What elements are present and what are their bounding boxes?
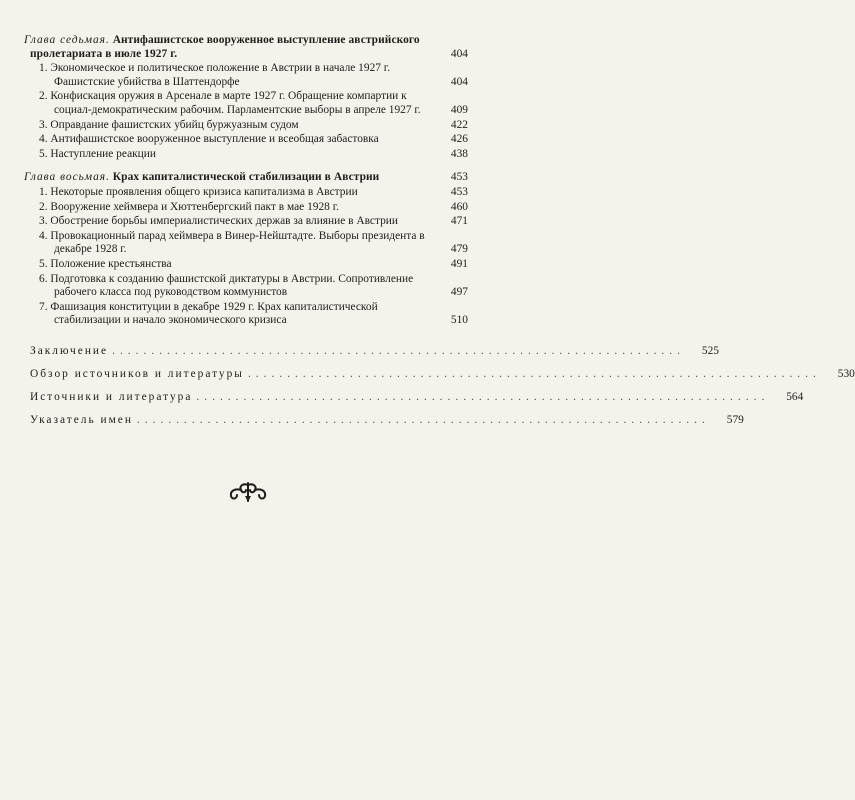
dot-leader: .........................................................................	[196, 390, 770, 403]
backmatter-label: Обзор источников и литературы	[30, 367, 244, 380]
chapter-heading	[24, 171, 468, 185]
backmatter	[24, 344, 855, 428]
page-number: 525	[701, 344, 719, 357]
backmatter-entry	[24, 390, 804, 405]
section-entry	[24, 148, 468, 162]
section-title: 6. Подготовка к созданию фашистской диктатуры в Австрии. Сопротивление рабочего класса под руководством коммунистов	[39, 272, 414, 299]
page-number: 426	[450, 133, 468, 146]
page-number: 471	[450, 215, 468, 228]
backmatter-entry	[24, 344, 719, 359]
page-number: 422	[450, 118, 468, 131]
section-title: 5. Положение крестьянства	[39, 257, 172, 270]
section-title: 2. Конфискация оружия в Арсенале в марте 1927 г. Обращение компартии к социал-демократическим рабочим. Парламентские выборы в апреле 1927 г.	[39, 90, 421, 116]
backmatter-label: Источники и литература	[30, 390, 193, 403]
backmatter-entry	[24, 413, 744, 428]
page-number: 460	[450, 200, 468, 213]
page-number: 564	[786, 390, 804, 403]
page-number: 453	[450, 185, 468, 198]
page-number: 438	[450, 147, 468, 160]
section-title: 1. Некоторые проявления общего кризиса капитализма в Австрии	[39, 185, 358, 198]
page-number: 479	[450, 243, 468, 256]
dot-leader: .........................................................................	[112, 344, 685, 357]
chapter-label: Глава восьмая.	[24, 171, 110, 184]
backmatter-label: Заключение	[30, 344, 109, 357]
section-title: 1. Экономическое и политическое положение в Австрии в начале 1927 г. Фашистские убийства в Шаттендорфе	[39, 62, 391, 88]
section-title: 3. Обострение борьбы империалистических держав за влияние в Австрии	[39, 215, 398, 228]
section-entry	[24, 230, 468, 257]
section-entry	[24, 133, 468, 147]
backmatter-label: Указатель имен	[30, 413, 133, 426]
page-number: 579	[726, 413, 744, 426]
section-entry	[24, 258, 468, 272]
page-number: 491	[450, 257, 468, 270]
dot-leader: .........................................................................	[136, 413, 710, 426]
page-number: 404	[450, 75, 468, 88]
section-title: 7. Фашизация конституции в декабре 1929 г. Крах капиталистической стабилизации и начало экономического кризиса	[39, 300, 378, 327]
chapter-label: Глава седьмая.	[24, 34, 110, 46]
section-title: 4. Провокационный парад хеймвера в Винер-Нейштадте. Выборы президента в декабре 1928 г.	[39, 229, 425, 256]
chapter-heading	[24, 34, 468, 61]
page-number: 409	[450, 103, 468, 116]
backmatter-entry	[24, 367, 855, 382]
fleuron-ornament-icon	[226, 480, 270, 504]
section-entry	[24, 90, 468, 117]
chapter-8	[24, 171, 468, 328]
page-number: 497	[450, 286, 468, 299]
section-entry	[24, 119, 468, 133]
page-number: 404	[450, 47, 468, 60]
section-entry	[24, 201, 468, 215]
page-number: 453	[450, 171, 468, 184]
section-entry	[24, 215, 468, 229]
section-entry	[24, 273, 468, 300]
chapter-title: Крах капиталистической стабилизации в Австрии	[112, 171, 380, 184]
page-number: 510	[450, 314, 468, 327]
section-title: 3. Оправдание фашистских убийц буржуазным судом	[39, 118, 299, 131]
section-title: 2. Вооружение хеймвера и Хюттенбергский пакт в мае 1928 г.	[39, 200, 339, 213]
section-entry	[24, 301, 468, 328]
chapter-title: Антифашистское вооруженное выступление австрийского пролетариата в июле 1927 г.	[30, 34, 420, 60]
table-of-contents	[24, 34, 855, 436]
section-title: 4. Антифашистское вооруженное выступление и всеобщая забастовка	[39, 133, 379, 146]
section-title: 5. Наступление реакции	[39, 147, 156, 160]
dot-leader: .........................................................................	[247, 367, 821, 380]
section-entry	[24, 62, 468, 89]
page-number: 530	[837, 367, 855, 380]
section-entry	[24, 186, 468, 200]
chapter-7	[24, 34, 468, 161]
